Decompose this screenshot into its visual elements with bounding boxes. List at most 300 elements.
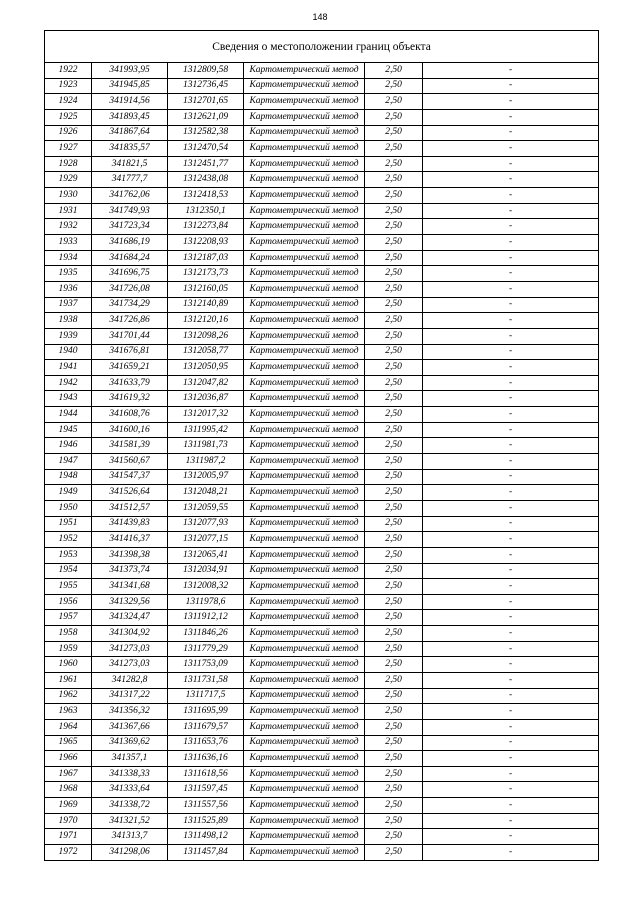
coordinate-x-cell: 341723,34 <box>92 219 168 235</box>
point-number-cell: 1927 <box>45 141 92 157</box>
description-cell: - <box>423 626 599 642</box>
coordinate-y-cell: 1311995,42 <box>168 422 244 438</box>
description-cell: - <box>423 250 599 266</box>
point-number-cell: 1926 <box>45 125 92 141</box>
coordinate-y-cell: 1311525,89 <box>168 813 244 829</box>
point-number-cell: 1954 <box>45 563 92 579</box>
coordinate-y-cell: 1312173,73 <box>168 266 244 282</box>
coordinate-x-cell: 341734,29 <box>92 297 168 313</box>
coordinate-y-cell: 1311987,2 <box>168 454 244 470</box>
accuracy-cell: 2,50 <box>365 63 423 79</box>
table-row <box>45 766 599 782</box>
point-number-cell: 1937 <box>45 297 92 313</box>
coordinate-x-cell: 341338,72 <box>92 798 168 814</box>
coordinate-x-cell: 341914,56 <box>92 94 168 110</box>
coordinate-y-cell: 1311679,57 <box>168 719 244 735</box>
method-cell: Картометрический метод <box>244 297 365 313</box>
table-title-row <box>45 31 599 63</box>
table-row <box>45 485 599 501</box>
method-cell: Картометрический метод <box>244 188 365 204</box>
point-number-cell: 1929 <box>45 172 92 188</box>
point-number-cell: 1945 <box>45 422 92 438</box>
coordinate-x-cell: 341835,57 <box>92 141 168 157</box>
table-row <box>45 328 599 344</box>
coordinate-x-cell: 341341,68 <box>92 579 168 595</box>
description-cell: - <box>423 297 599 313</box>
description-cell: - <box>423 657 599 673</box>
table-row <box>45 657 599 673</box>
point-number-cell: 1967 <box>45 766 92 782</box>
method-cell: Картометрический метод <box>244 829 365 845</box>
description-cell: - <box>423 422 599 438</box>
method-cell: Картометрический метод <box>244 125 365 141</box>
method-cell: Картометрический метод <box>244 704 365 720</box>
table-row <box>45 391 599 407</box>
accuracy-cell: 2,50 <box>365 766 423 782</box>
table-row <box>45 407 599 423</box>
method-cell: Картометрический метод <box>244 219 365 235</box>
table-row <box>45 422 599 438</box>
accuracy-cell: 2,50 <box>365 845 423 861</box>
coordinate-y-cell: 1312451,77 <box>168 156 244 172</box>
description-cell: - <box>423 63 599 79</box>
description-cell: - <box>423 281 599 297</box>
accuracy-cell: 2,50 <box>365 688 423 704</box>
description-cell: - <box>423 829 599 845</box>
table-row <box>45 63 599 79</box>
table-row <box>45 344 599 360</box>
coordinate-y-cell: 1312008,32 <box>168 579 244 595</box>
coordinate-y-cell: 1311618,56 <box>168 766 244 782</box>
method-cell: Картометрический метод <box>244 610 365 626</box>
table-row <box>45 125 599 141</box>
method-cell: Картометрический метод <box>244 281 365 297</box>
coordinate-y-cell: 1312120,16 <box>168 313 244 329</box>
coordinate-y-cell: 1312418,53 <box>168 188 244 204</box>
coordinate-y-cell: 1312160,05 <box>168 281 244 297</box>
table-row <box>45 782 599 798</box>
point-number-cell: 1952 <box>45 532 92 548</box>
coordinate-x-cell: 341726,86 <box>92 313 168 329</box>
method-cell: Картометрический метод <box>244 266 365 282</box>
table-row <box>45 719 599 735</box>
coordinate-x-cell: 341526,64 <box>92 485 168 501</box>
description-cell: - <box>423 344 599 360</box>
description-cell: - <box>423 266 599 282</box>
table-row <box>45 672 599 688</box>
description-cell: - <box>423 704 599 720</box>
method-cell: Картометрический метод <box>244 328 365 344</box>
coordinate-x-cell: 341333,64 <box>92 782 168 798</box>
method-cell: Картометрический метод <box>244 375 365 391</box>
method-cell: Картометрический метод <box>244 235 365 251</box>
method-cell: Картометрический метод <box>244 688 365 704</box>
method-cell: Картометрический метод <box>244 63 365 79</box>
coordinate-x-cell: 341373,74 <box>92 563 168 579</box>
description-cell: - <box>423 782 599 798</box>
method-cell: Картометрический метод <box>244 735 365 751</box>
accuracy-cell: 2,50 <box>365 344 423 360</box>
point-number-cell: 1956 <box>45 594 92 610</box>
accuracy-cell: 2,50 <box>365 94 423 110</box>
table-row <box>45 688 599 704</box>
coordinate-y-cell: 1312582,38 <box>168 125 244 141</box>
coordinate-y-cell: 1312736,45 <box>168 78 244 94</box>
page-number: 148 <box>312 12 328 22</box>
description-cell: - <box>423 109 599 125</box>
coordinate-x-cell: 341749,93 <box>92 203 168 219</box>
point-number-cell: 1924 <box>45 94 92 110</box>
method-cell: Картометрический метод <box>244 422 365 438</box>
point-number-cell: 1953 <box>45 547 92 563</box>
point-number-cell: 1958 <box>45 626 92 642</box>
accuracy-cell: 2,50 <box>365 203 423 219</box>
boundary-table <box>44 30 599 861</box>
method-cell: Картометрический метод <box>244 438 365 454</box>
coordinate-y-cell: 1311717,5 <box>168 688 244 704</box>
description-cell: - <box>423 188 599 204</box>
coordinate-x-cell: 341993,95 <box>92 63 168 79</box>
description-cell: - <box>423 516 599 532</box>
accuracy-cell: 2,50 <box>365 532 423 548</box>
coordinate-x-cell: 341416,37 <box>92 532 168 548</box>
coordinate-y-cell: 1312047,82 <box>168 375 244 391</box>
coordinate-y-cell: 1312621,09 <box>168 109 244 125</box>
point-number-cell: 1968 <box>45 782 92 798</box>
coordinate-y-cell: 1312077,15 <box>168 532 244 548</box>
table-body <box>45 63 599 861</box>
point-number-cell: 1931 <box>45 203 92 219</box>
coordinate-x-cell: 341329,56 <box>92 594 168 610</box>
accuracy-cell: 2,50 <box>365 610 423 626</box>
table-row <box>45 109 599 125</box>
point-number-cell: 1964 <box>45 719 92 735</box>
description-cell: - <box>423 798 599 814</box>
point-number-cell: 1925 <box>45 109 92 125</box>
table-row <box>45 594 599 610</box>
method-cell: Картометрический метод <box>244 798 365 814</box>
description-cell: - <box>423 594 599 610</box>
coordinate-x-cell: 341512,57 <box>92 500 168 516</box>
accuracy-cell: 2,50 <box>365 657 423 673</box>
coordinate-y-cell: 1311695,99 <box>168 704 244 720</box>
coordinate-x-cell: 341398,38 <box>92 547 168 563</box>
point-number-cell: 1962 <box>45 688 92 704</box>
table-row <box>45 313 599 329</box>
table-row <box>45 829 599 845</box>
description-cell: - <box>423 766 599 782</box>
coordinate-x-cell: 341439,83 <box>92 516 168 532</box>
table-row <box>45 219 599 235</box>
point-number-cell: 1949 <box>45 485 92 501</box>
point-number-cell: 1928 <box>45 156 92 172</box>
coordinate-y-cell: 1311981,73 <box>168 438 244 454</box>
coordinate-y-cell: 1312058,77 <box>168 344 244 360</box>
coordinate-x-cell: 341317,22 <box>92 688 168 704</box>
method-cell: Картометрический метод <box>244 719 365 735</box>
description-cell: - <box>423 610 599 626</box>
coordinate-x-cell: 341762,06 <box>92 188 168 204</box>
description-cell: - <box>423 579 599 595</box>
accuracy-cell: 2,50 <box>365 391 423 407</box>
method-cell: Картометрический метод <box>244 156 365 172</box>
coordinate-x-cell: 341273,03 <box>92 657 168 673</box>
table-row <box>45 579 599 595</box>
method-cell: Картометрический метод <box>244 782 365 798</box>
coordinate-x-cell: 341324,47 <box>92 610 168 626</box>
method-cell: Картометрический метод <box>244 313 365 329</box>
table-row <box>45 266 599 282</box>
accuracy-cell: 2,50 <box>365 719 423 735</box>
accuracy-cell: 2,50 <box>365 798 423 814</box>
table-row <box>45 188 599 204</box>
accuracy-cell: 2,50 <box>365 547 423 563</box>
accuracy-cell: 2,50 <box>365 297 423 313</box>
coordinate-y-cell: 1312034,91 <box>168 563 244 579</box>
point-number-cell: 1947 <box>45 454 92 470</box>
method-cell: Картометрический метод <box>244 672 365 688</box>
accuracy-cell: 2,50 <box>365 109 423 125</box>
accuracy-cell: 2,50 <box>365 266 423 282</box>
method-cell: Картометрический метод <box>244 500 365 516</box>
table-row <box>45 469 599 485</box>
coordinate-x-cell: 341945,85 <box>92 78 168 94</box>
table-row <box>45 563 599 579</box>
method-cell: Картометрический метод <box>244 547 365 563</box>
description-cell: - <box>423 407 599 423</box>
method-cell: Картометрический метод <box>244 109 365 125</box>
coordinate-x-cell: 341696,75 <box>92 266 168 282</box>
coordinate-y-cell: 1312208,93 <box>168 235 244 251</box>
coordinate-y-cell: 1311846,26 <box>168 626 244 642</box>
accuracy-cell: 2,50 <box>365 735 423 751</box>
description-cell: - <box>423 547 599 563</box>
point-number-cell: 1950 <box>45 500 92 516</box>
coordinate-x-cell: 341684,24 <box>92 250 168 266</box>
description-cell: - <box>423 219 599 235</box>
accuracy-cell: 2,50 <box>365 672 423 688</box>
point-number-cell: 1934 <box>45 250 92 266</box>
accuracy-cell: 2,50 <box>365 156 423 172</box>
coordinate-y-cell: 1312098,26 <box>168 328 244 344</box>
accuracy-cell: 2,50 <box>365 469 423 485</box>
point-number-cell: 1942 <box>45 375 92 391</box>
accuracy-cell: 2,50 <box>365 328 423 344</box>
coordinate-y-cell: 1312059,55 <box>168 500 244 516</box>
description-cell: - <box>423 391 599 407</box>
coordinate-x-cell: 341321,52 <box>92 813 168 829</box>
point-number-cell: 1961 <box>45 672 92 688</box>
method-cell: Картометрический метод <box>244 626 365 642</box>
accuracy-cell: 2,50 <box>365 78 423 94</box>
description-cell: - <box>423 328 599 344</box>
method-cell: Картометрический метод <box>244 657 365 673</box>
table-row <box>45 626 599 642</box>
point-number-cell: 1970 <box>45 813 92 829</box>
accuracy-cell: 2,50 <box>365 313 423 329</box>
coordinate-x-cell: 341313,7 <box>92 829 168 845</box>
point-number-cell: 1939 <box>45 328 92 344</box>
table-row <box>45 641 599 657</box>
description-cell: - <box>423 156 599 172</box>
coordinate-x-cell: 341356,32 <box>92 704 168 720</box>
accuracy-cell: 2,50 <box>365 360 423 376</box>
description-cell: - <box>423 438 599 454</box>
coordinate-x-cell: 341560,67 <box>92 454 168 470</box>
point-number-cell: 1951 <box>45 516 92 532</box>
point-number-cell: 1969 <box>45 798 92 814</box>
table-title: Сведения о местоположении границ объекта <box>45 31 599 63</box>
description-cell: - <box>423 360 599 376</box>
point-number-cell: 1935 <box>45 266 92 282</box>
accuracy-cell: 2,50 <box>365 125 423 141</box>
coordinate-x-cell: 341357,1 <box>92 751 168 767</box>
coordinate-y-cell: 1311557,56 <box>168 798 244 814</box>
description-cell: - <box>423 375 599 391</box>
table-row <box>45 297 599 313</box>
table-row <box>45 438 599 454</box>
description-cell: - <box>423 235 599 251</box>
coordinate-y-cell: 1311779,29 <box>168 641 244 657</box>
method-cell: Картометрический метод <box>244 563 365 579</box>
point-number-cell: 1932 <box>45 219 92 235</box>
coordinate-y-cell: 1311753,09 <box>168 657 244 673</box>
description-cell: - <box>423 751 599 767</box>
accuracy-cell: 2,50 <box>365 422 423 438</box>
description-cell: - <box>423 532 599 548</box>
coordinate-y-cell: 1312005,97 <box>168 469 244 485</box>
point-number-cell: 1960 <box>45 657 92 673</box>
table-row <box>45 500 599 516</box>
coordinate-x-cell: 341777,7 <box>92 172 168 188</box>
method-cell: Картометрический метод <box>244 141 365 157</box>
table-row <box>45 798 599 814</box>
coordinate-x-cell: 341367,66 <box>92 719 168 735</box>
table-row <box>45 845 599 861</box>
method-cell: Картометрический метод <box>244 766 365 782</box>
accuracy-cell: 2,50 <box>365 594 423 610</box>
coordinate-x-cell: 341608,76 <box>92 407 168 423</box>
coordinate-y-cell: 1312050,95 <box>168 360 244 376</box>
coordinate-x-cell: 341273,03 <box>92 641 168 657</box>
description-cell: - <box>423 563 599 579</box>
accuracy-cell: 2,50 <box>365 485 423 501</box>
method-cell: Картометрический метод <box>244 485 365 501</box>
point-number-cell: 1971 <box>45 829 92 845</box>
coordinate-y-cell: 1311653,76 <box>168 735 244 751</box>
coordinate-y-cell: 1312809,58 <box>168 63 244 79</box>
point-number-cell: 1943 <box>45 391 92 407</box>
point-number-cell: 1948 <box>45 469 92 485</box>
point-number-cell: 1955 <box>45 579 92 595</box>
coordinate-y-cell: 1311978,6 <box>168 594 244 610</box>
accuracy-cell: 2,50 <box>365 438 423 454</box>
method-cell: Картометрический метод <box>244 579 365 595</box>
coordinate-x-cell: 341726,08 <box>92 281 168 297</box>
accuracy-cell: 2,50 <box>365 454 423 470</box>
point-number-cell: 1938 <box>45 313 92 329</box>
point-number-cell: 1972 <box>45 845 92 861</box>
accuracy-cell: 2,50 <box>365 281 423 297</box>
coordinate-y-cell: 1312187,03 <box>168 250 244 266</box>
accuracy-cell: 2,50 <box>365 141 423 157</box>
coordinate-y-cell: 1311457,84 <box>168 845 244 861</box>
description-cell: - <box>423 454 599 470</box>
method-cell: Картометрический метод <box>244 751 365 767</box>
accuracy-cell: 2,50 <box>365 829 423 845</box>
point-number-cell: 1936 <box>45 281 92 297</box>
coordinate-y-cell: 1312017,32 <box>168 407 244 423</box>
coordinate-x-cell: 341619,32 <box>92 391 168 407</box>
description-cell: - <box>423 719 599 735</box>
table-row <box>45 532 599 548</box>
table-row <box>45 235 599 251</box>
coordinate-x-cell: 341298,06 <box>92 845 168 861</box>
coordinate-x-cell: 341338,33 <box>92 766 168 782</box>
coordinate-y-cell: 1312350,1 <box>168 203 244 219</box>
coordinate-y-cell: 1311597,45 <box>168 782 244 798</box>
coordinate-x-cell: 341821,5 <box>92 156 168 172</box>
description-cell: - <box>423 78 599 94</box>
accuracy-cell: 2,50 <box>365 407 423 423</box>
description-cell: - <box>423 688 599 704</box>
method-cell: Картометрический метод <box>244 344 365 360</box>
accuracy-cell: 2,50 <box>365 704 423 720</box>
point-number-cell: 1922 <box>45 63 92 79</box>
accuracy-cell: 2,50 <box>365 782 423 798</box>
point-number-cell: 1930 <box>45 188 92 204</box>
description-cell: - <box>423 672 599 688</box>
coordinate-x-cell: 341893,45 <box>92 109 168 125</box>
coordinate-x-cell: 341676,81 <box>92 344 168 360</box>
accuracy-cell: 2,50 <box>365 563 423 579</box>
accuracy-cell: 2,50 <box>365 375 423 391</box>
method-cell: Картометрический метод <box>244 469 365 485</box>
point-number-cell: 1940 <box>45 344 92 360</box>
table-row <box>45 813 599 829</box>
point-number-cell: 1963 <box>45 704 92 720</box>
accuracy-cell: 2,50 <box>365 751 423 767</box>
method-cell: Картометрический метод <box>244 641 365 657</box>
method-cell: Картометрический метод <box>244 813 365 829</box>
method-cell: Картометрический метод <box>244 172 365 188</box>
point-number-cell: 1966 <box>45 751 92 767</box>
description-cell: - <box>423 845 599 861</box>
table-row <box>45 454 599 470</box>
description-cell: - <box>423 469 599 485</box>
coordinate-x-cell: 341304,92 <box>92 626 168 642</box>
table-row <box>45 281 599 297</box>
table-row <box>45 704 599 720</box>
description-cell: - <box>423 485 599 501</box>
table-row <box>45 156 599 172</box>
accuracy-cell: 2,50 <box>365 219 423 235</box>
coordinate-x-cell: 341659,21 <box>92 360 168 376</box>
method-cell: Картометрический метод <box>244 203 365 219</box>
coordinate-y-cell: 1312048,21 <box>168 485 244 501</box>
table-row <box>45 547 599 563</box>
table-row <box>45 375 599 391</box>
coordinate-y-cell: 1311912,12 <box>168 610 244 626</box>
table-row <box>45 360 599 376</box>
table-row <box>45 94 599 110</box>
table-row <box>45 172 599 188</box>
point-number-cell: 1946 <box>45 438 92 454</box>
method-cell: Картометрический метод <box>244 594 365 610</box>
description-cell: - <box>423 94 599 110</box>
coordinate-y-cell: 1312701,65 <box>168 94 244 110</box>
table-row <box>45 250 599 266</box>
